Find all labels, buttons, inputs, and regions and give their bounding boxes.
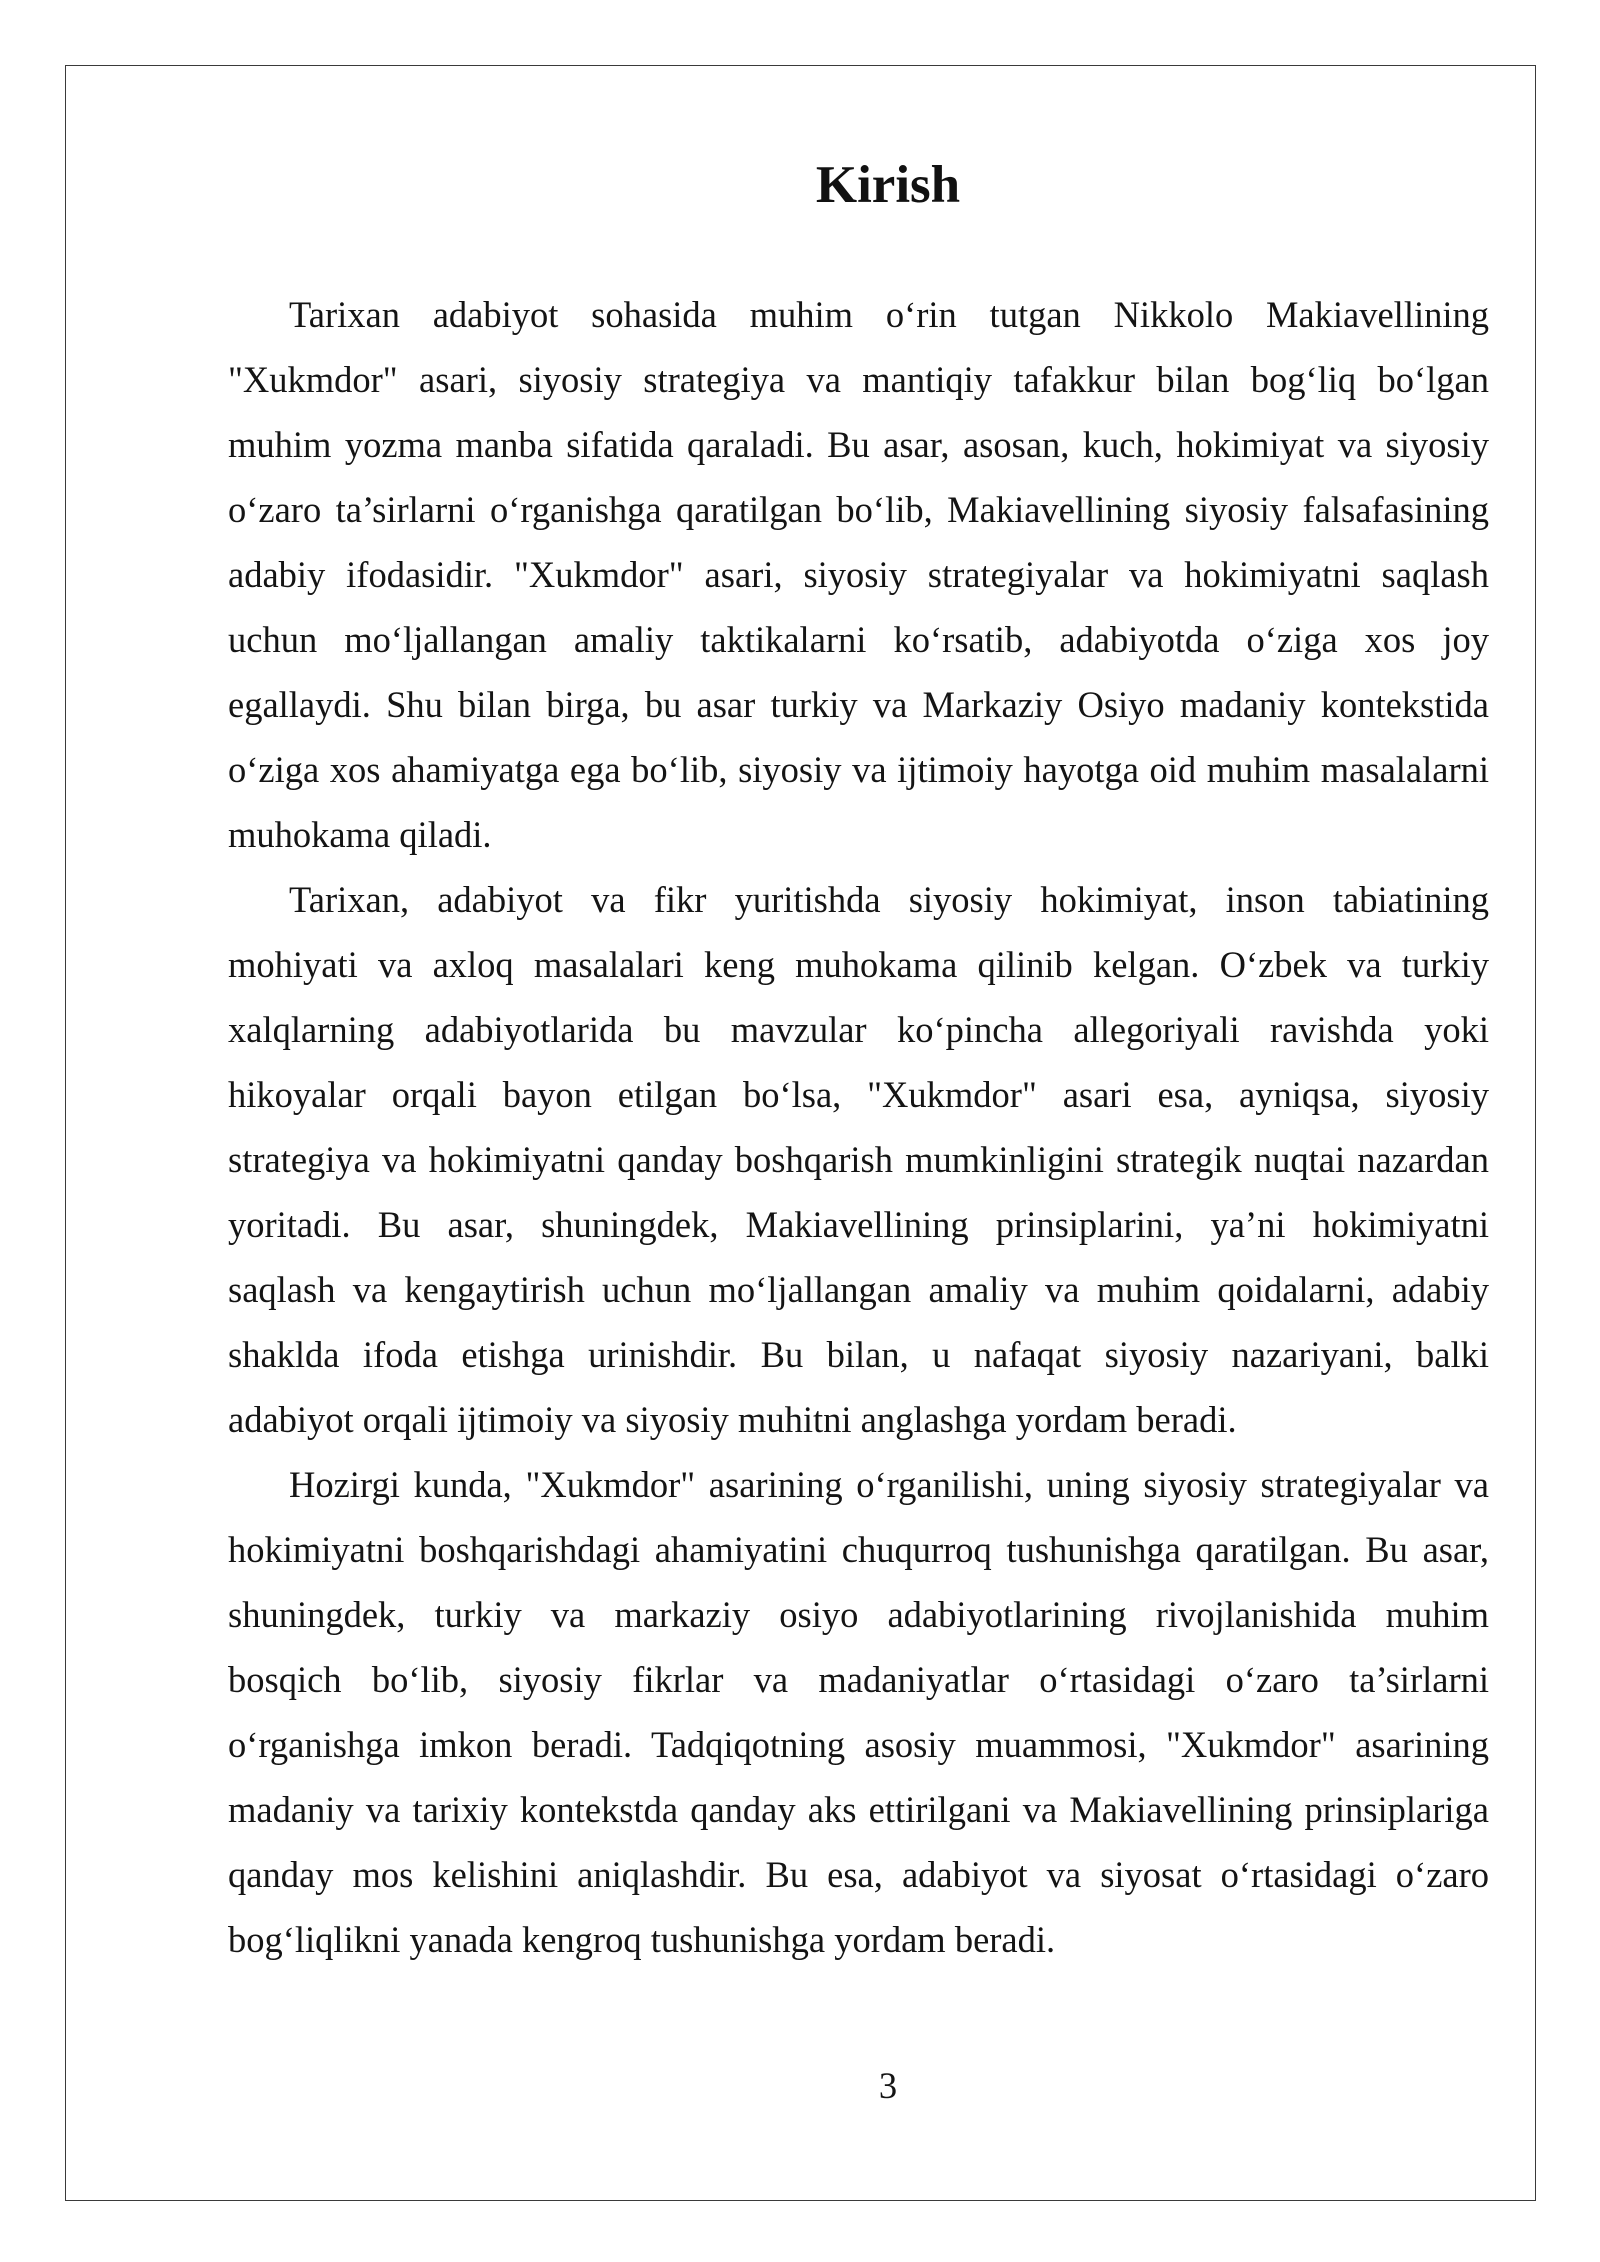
- text-line: adabiy ifodasidir. "Xukmdor" asari, siyosiy strategiyalar va hokimiyatni saqlash: [228, 554, 1489, 595]
- paragraph-3: [228, 1452, 1489, 1972]
- text-line: muhokama qiladi.: [228, 814, 492, 855]
- text-line: Tarixan, adabiyot va fikr yuritishda siyosiy hokimiyat, inson tabiatining: [289, 879, 1489, 920]
- text-line: hokimiyatni boshqarishdagi ahamiyatini chuqurroq tushunishga qaratilgan. Bu asar,: [228, 1529, 1489, 1570]
- text-line: egallaydi. Shu bilan birga, bu asar turkiy va Markaziy Osiyo madaniy kontekstida: [228, 684, 1489, 725]
- text-line: adabiyot orqali ijtimoiy va siyosiy muhitni anglashga yordam beradi.: [228, 1399, 1237, 1440]
- text-line: Tarixan adabiyot sohasida muhim o‘rin tutgan Nikkolo Makiavellining: [289, 294, 1489, 335]
- text-line: o‘rganishga imkon beradi. Tadqiqotning asosiy muammosi, "Xukmdor" asarining: [228, 1724, 1489, 1765]
- text-line: Hozirgi kunda, "Xukmdor" asarining o‘rganilishi, uning siyosiy strategiyalar va: [289, 1464, 1489, 1505]
- text-line: bosqich bo‘lib, siyosiy fikrlar va madaniyatlar o‘rtasidagi o‘zaro ta’sirlarni: [228, 1659, 1489, 1700]
- text-line: qanday mos kelishini aniqlashdir. Bu esa, adabiyot va siyosat o‘rtasidagi o‘zaro: [228, 1854, 1489, 1895]
- page-number: 3: [878, 2065, 898, 2106]
- page-title: Kirish: [815, 156, 961, 214]
- text-line: xalqlarning adabiyotlarida bu mavzular ko‘pincha allegoriyali ravishda yoki: [228, 1009, 1489, 1050]
- text-line: o‘zaro ta’sirlarni o‘rganishga qaratilgan bo‘lib, Makiavellining siyosiy falsafasining: [228, 489, 1489, 530]
- body-text: [228, 282, 1489, 1972]
- text-line: hikoyalar orqali bayon etilgan bo‘lsa, "Xukmdor" asari esa, ayniqsa, siyosiy: [228, 1074, 1489, 1115]
- text-line: madaniy va tarixiy kontekstda qanday aks ettirilgani va Makiavellining prinsiplariga: [228, 1789, 1489, 1830]
- text-line: "Xukmdor" asari, siyosiy strategiya va mantiqiy tafakkur bilan bog‘liq bo‘lgan: [228, 359, 1489, 400]
- text-line: shuningdek, turkiy va markaziy osiyo adabiyotlarining rivojlanishida muhim: [228, 1594, 1489, 1635]
- text-line: bog‘liqlikni yanada kengroq tushunishga yordam beradi.: [228, 1919, 1056, 1960]
- text-line: yoritadi. Bu asar, shuningdek, Makiavellining prinsiplarini, ya’ni hokimiyatni: [228, 1204, 1489, 1245]
- paragraph-1: [228, 282, 1489, 867]
- text-line: o‘ziga xos ahamiyatga ega bo‘lib, siyosiy va ijtimoiy hayotga oid muhim masalalarni: [228, 749, 1489, 790]
- text-line: shaklda ifoda etishga urinishdir. Bu bilan, u nafaqat siyosiy nazariyani, balki: [228, 1334, 1489, 1375]
- text-line: uchun mo‘ljallangan amaliy taktikalarni ko‘rsatib, adabiyotda o‘ziga xos joy: [228, 619, 1489, 660]
- text-line: muhim yozma manba sifatida qaraladi. Bu asar, asosan, kuch, hokimiyat va siyosiy: [228, 424, 1489, 465]
- text-line: saqlash va kengaytirish uchun mo‘ljallangan amaliy va muhim qoidalarni, adabiy: [228, 1269, 1489, 1310]
- paragraph-2: [228, 867, 1489, 1452]
- text-line: mohiyati va axloq masalalari keng muhokama qilinib kelgan. O‘zbek va turkiy: [228, 944, 1489, 985]
- text-line: strategiya va hokimiyatni qanday boshqarish mumkinligini strategik nuqtai nazardan: [228, 1139, 1489, 1180]
